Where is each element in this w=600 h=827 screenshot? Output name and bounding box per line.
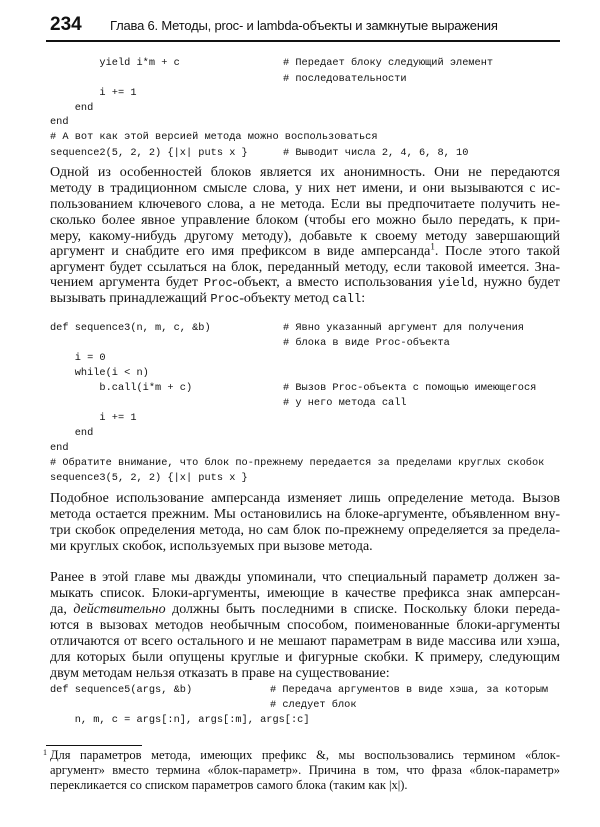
code-inline: Proc	[203, 276, 233, 290]
text-line: Ранее в этой главе мы дважды упоминали, что специальный параметр должен за-	[50, 570, 560, 585]
text-line: три скобок определения метода, но сам блок по-прежнему определяется за предела-	[50, 523, 560, 538]
code-line: end	[50, 442, 69, 454]
code-line: while(i < n)	[50, 367, 149, 379]
code-line: i = 0	[50, 352, 106, 364]
code-line: # А вот как этой версией метода можно воспользоваться	[50, 131, 378, 143]
footnote-ref: 1	[430, 241, 435, 252]
code-inline: call	[332, 292, 362, 306]
code-line: b.call(i*m + c)	[50, 382, 193, 394]
code-line: i += 1	[50, 412, 137, 424]
text-line: отличаются от всего остального и не мешают параметрам в виде массива или хэша,	[50, 634, 560, 649]
code-comment: # Вызов Proc-объекта с помощью имеющегося	[283, 382, 537, 394]
code-inline: yield	[438, 276, 475, 290]
code-line: def sequence5(args, &b)	[50, 684, 193, 696]
text-span: да,	[50, 602, 74, 617]
page-number: 234	[50, 14, 82, 35]
text-line: пользованием ключевого слова, а не метода. Если вы предпочитаете получить не-	[50, 197, 560, 212]
text-span: , нужно будет	[474, 275, 560, 290]
text-line: метода остается прежним. Мы остановились на блоке-аргументе, объявленном вну-	[50, 507, 560, 522]
text-line: ми круглых скобок, используемых при вызове метода.	[50, 539, 373, 554]
code-comment: # блока в виде Proc-объекта	[283, 337, 450, 349]
text-span: вызывать принадлежащий	[50, 291, 211, 306]
code-line: # Обратите внимание, что блок по-прежнему передается за пределами круглых скобок	[50, 457, 545, 469]
text-line: для которых были опущены круглые и фигурные скобки. К примеру, следующим	[50, 650, 560, 665]
code-comment: # следует блок	[270, 699, 357, 711]
code-comment: # Передает блоку следующий элемент	[283, 57, 494, 69]
text-span: -объекту метод	[239, 291, 333, 306]
code-comment: # у него метода call	[283, 397, 407, 409]
footnote-rule	[46, 745, 142, 746]
text-line: аргумент будет ссылаться на блок, переданный методу, если таковой имеется. Зна-	[50, 260, 560, 275]
text-span: -объект, а вместо использования	[232, 275, 439, 290]
text-line	[50, 275, 560, 290]
text-line: меру, какому-нибудь другому методу), добавьте к своему методу завершающий	[50, 229, 560, 244]
footnote-line: аргумент» вместо термина «блок-параметр». Причина в том, что фраза «блок-параметр»	[50, 763, 560, 777]
text-line: мыкать список. Блоки-аргументы, имеющие в качестве префикса знак амперсан-	[50, 586, 560, 601]
code-line: end	[50, 427, 94, 439]
text-span: должны быть последними в списке. Поскольку блоки переда-	[165, 602, 561, 617]
code-line: yield i*m + c	[50, 57, 180, 69]
code-comment: # Передача аргументов в виде хэша, за которым	[270, 684, 549, 696]
code-line: n, m, c = args[:n], args[:m], args[:c]	[50, 714, 310, 726]
code-line: sequence2(5, 2, 2) {|x| puts x }	[50, 147, 248, 159]
text-span: . После этого такой	[434, 244, 560, 259]
running-header: Глава 6. Методы, proc- и lambda-объекты и замкнутые выражения	[110, 18, 498, 33]
text-line: Одной из особенностей блоков является их анонимность. Они не передаются	[50, 165, 560, 180]
text-line: Подобное использование амперсанда изменяет лишь определение метода. Вызов	[50, 491, 560, 506]
footnote-line: перекликается со списком параметров самого блока (таким как |x|).	[50, 778, 408, 792]
text-line: двум методам нельзя отказать в праве на существование:	[50, 666, 390, 681]
code-line: end	[50, 102, 94, 114]
text-line: методу в традиционном смысле слова, у них нет имени, и они вызываются с ис-	[50, 181, 560, 196]
code-inline: Proc	[210, 292, 240, 306]
emphasis: действительно	[73, 602, 166, 617]
code-line: def sequence3(n, m, c, &b)	[50, 322, 211, 334]
text-line: ются в вызовах методов необычным способом, поименованные блоки-аргументы	[50, 618, 560, 633]
text-span: аргумент и снабдите его имя префиксом в виде амперсанда	[50, 244, 431, 259]
footnote-mark: 1	[43, 748, 47, 757]
text-line	[50, 602, 560, 617]
code-comment: # Выводит числа 2, 4, 6, 8, 10	[283, 147, 469, 159]
code-comment: # Явно указанный аргумент для получения	[283, 322, 524, 334]
text-span: чением аргумента будет	[50, 275, 204, 290]
code-comment: # последовательности	[283, 73, 407, 85]
code-line: i += 1	[50, 87, 137, 99]
text-span: :	[361, 291, 366, 306]
text-line: сколько более явное управление блоком (чтобы его можно было передать, к при-	[50, 213, 560, 228]
code-line: end	[50, 116, 69, 128]
header-rule	[46, 40, 560, 42]
footnote-line: Для параметров метода, имеющих префикс &, мы воспользовались термином «блок-	[50, 748, 560, 762]
code-line: sequence3(5, 2, 2) {|x| puts x }	[50, 472, 248, 484]
text-line	[50, 291, 560, 306]
text-line	[50, 241, 560, 259]
